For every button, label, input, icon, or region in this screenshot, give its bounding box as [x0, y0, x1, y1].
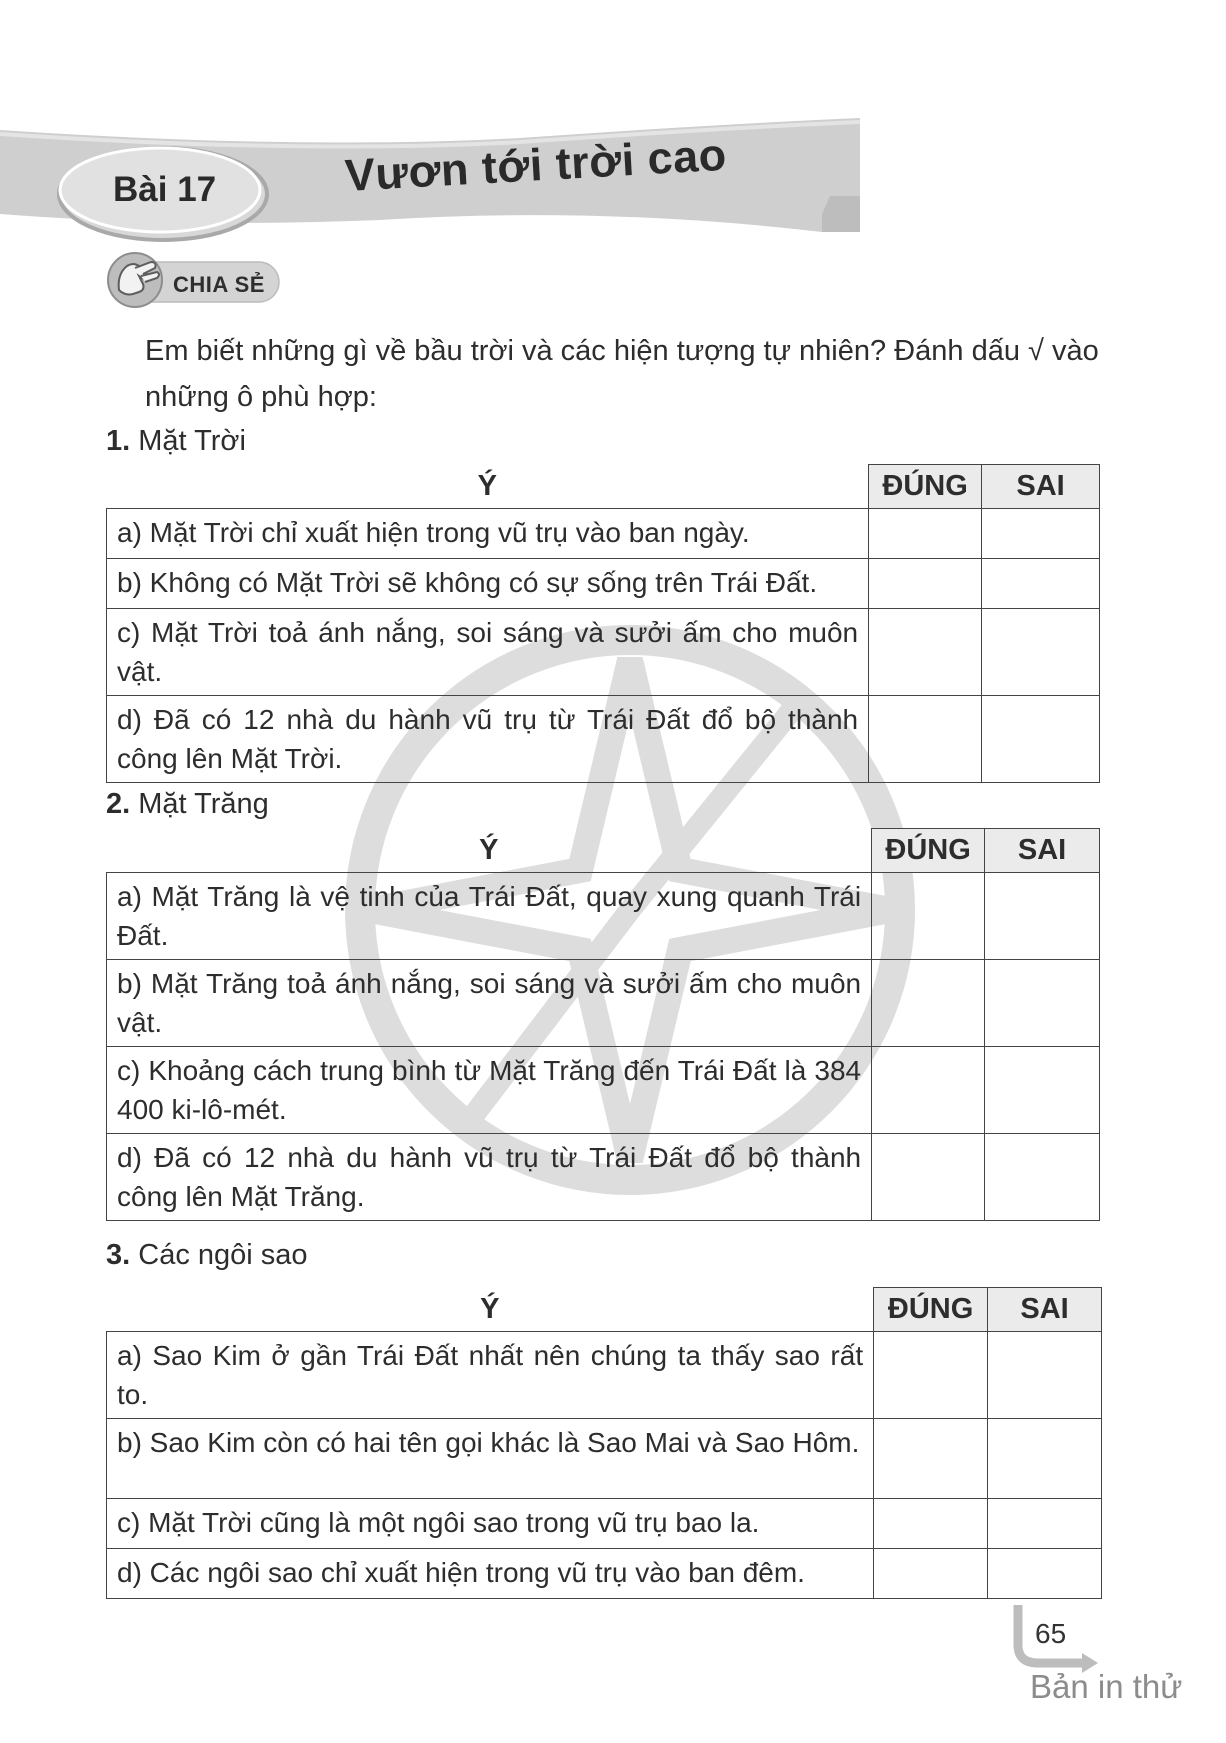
- section-name: Mặt Trời: [138, 425, 246, 457]
- section-number: 3.: [106, 1239, 131, 1271]
- true-checkbox-cell[interactable]: [869, 609, 982, 696]
- table-row: [107, 1499, 1102, 1549]
- statement-cell: c) Mặt Trời cũng là một ngôi sao trong vũ trụ bao la.: [107, 1499, 874, 1549]
- table-row: [107, 509, 1100, 559]
- statement-cell: b) Sao Kim còn có hai tên gọi khác là Sao Mai và Sao Hôm.: [107, 1419, 874, 1499]
- true-checkbox-cell[interactable]: [874, 1549, 988, 1599]
- true-checkbox-cell[interactable]: [874, 1332, 988, 1419]
- section-title: [106, 788, 269, 821]
- table-row: [107, 1419, 1102, 1499]
- table-row: [107, 1047, 1100, 1134]
- section-title: [106, 1239, 308, 1272]
- false-checkbox-cell[interactable]: [985, 960, 1100, 1047]
- statement-cell: a) Sao Kim ở gần Trái Đất nhất nên chúng ta thấy sao rất to.: [107, 1332, 874, 1419]
- false-checkbox-cell[interactable]: [985, 873, 1100, 960]
- statement-cell: c) Mặt Trời toả ánh nắng, soi sáng và sưởi ấm cho muôn vật.: [107, 609, 869, 696]
- table-row: [107, 559, 1100, 609]
- true-checkbox-cell[interactable]: [872, 960, 985, 1047]
- page-number: 65: [1035, 1618, 1067, 1649]
- false-checkbox-cell[interactable]: [988, 1549, 1102, 1599]
- idea-header: Ý: [480, 1292, 500, 1325]
- true-checkbox-cell[interactable]: [869, 509, 982, 559]
- table-row: [107, 960, 1100, 1047]
- statement-cell: d) Đã có 12 nhà du hành vũ trụ từ Trái Đất đổ bộ thành công lên Mặt Trời.: [107, 696, 869, 783]
- true-checkbox-cell[interactable]: [872, 1047, 985, 1134]
- statement-cell: b) Mặt Trăng toả ánh nắng, soi sáng và sưởi ấm cho muôn vật.: [107, 960, 872, 1047]
- statement-cell: b) Không có Mặt Trời sẽ không có sự sống trên Trái Đất.: [107, 559, 869, 609]
- false-checkbox-cell[interactable]: [982, 696, 1100, 783]
- true-header: ĐÚNG: [869, 465, 982, 509]
- share-section-label: CHIA SẺ: [173, 272, 265, 297]
- statement-cell: c) Khoảng cách trung bình từ Mặt Trăng đến Trái Đất là 384 400 ki-lô-mét.: [107, 1047, 872, 1134]
- statement-cell: a) Mặt Trăng là vệ tinh của Trái Đất, quay xung quanh Trái Đất.: [107, 873, 872, 960]
- true-false-table: [106, 828, 1100, 1221]
- true-checkbox-cell[interactable]: [872, 1134, 985, 1221]
- false-checkbox-cell[interactable]: [988, 1419, 1102, 1499]
- lesson-number: Bài 17: [113, 170, 217, 209]
- true-header: ĐÚNG: [874, 1288, 988, 1332]
- false-checkbox-cell[interactable]: [988, 1332, 1102, 1419]
- section-number: 1.: [106, 425, 131, 457]
- true-false-table: [106, 1287, 1102, 1599]
- idea-header: Ý: [477, 469, 497, 502]
- true-checkbox-cell[interactable]: [869, 696, 982, 783]
- idea-header: Ý: [479, 833, 499, 866]
- section-title: [106, 425, 246, 458]
- table-row: [107, 1549, 1102, 1599]
- section-number: 2.: [106, 788, 131, 820]
- false-header: SAI: [988, 1288, 1102, 1332]
- false-checkbox-cell[interactable]: [982, 509, 1100, 559]
- lesson-title: Vươn tới trời cao: [343, 128, 728, 201]
- statement-cell: d) Các ngôi sao chỉ xuất hiện trong vũ trụ vào ban đêm.: [107, 1549, 874, 1599]
- true-checkbox-cell[interactable]: [874, 1419, 988, 1499]
- draft-watermark-label: Bản in thử: [1030, 1668, 1183, 1705]
- table-row: [107, 1134, 1100, 1221]
- true-checkbox-cell[interactable]: [872, 873, 985, 960]
- false-checkbox-cell[interactable]: [982, 609, 1100, 696]
- table-row: [107, 609, 1100, 696]
- false-checkbox-cell[interactable]: [985, 1047, 1100, 1134]
- table-row: [107, 1332, 1102, 1419]
- instruction-text: Em biết những gì về bầu trời và các hiện tượng tự nhiên? Đánh dấu √ vào những ô phù hợp:: [145, 335, 1099, 413]
- hand-icon: [105, 250, 169, 310]
- false-checkbox-cell[interactable]: [985, 1134, 1100, 1221]
- table-row: [107, 696, 1100, 783]
- false-checkbox-cell[interactable]: [988, 1499, 1102, 1549]
- statement-cell: d) Đã có 12 nhà du hành vũ trụ từ Trái Đất đổ bộ thành công lên Mặt Trăng.: [107, 1134, 872, 1221]
- true-header: ĐÚNG: [872, 829, 985, 873]
- true-checkbox-cell[interactable]: [874, 1499, 988, 1549]
- section-name: Mặt Trăng: [138, 788, 269, 820]
- section-name: Các ngôi sao: [138, 1239, 308, 1271]
- statement-cell: a) Mặt Trời chỉ xuất hiện trong vũ trụ vào ban ngày.: [107, 509, 869, 559]
- false-header: SAI: [985, 829, 1100, 873]
- false-checkbox-cell[interactable]: [982, 559, 1100, 609]
- false-header: SAI: [982, 465, 1100, 509]
- true-false-table: [106, 464, 1100, 783]
- table-row: [107, 873, 1100, 960]
- true-checkbox-cell[interactable]: [869, 559, 982, 609]
